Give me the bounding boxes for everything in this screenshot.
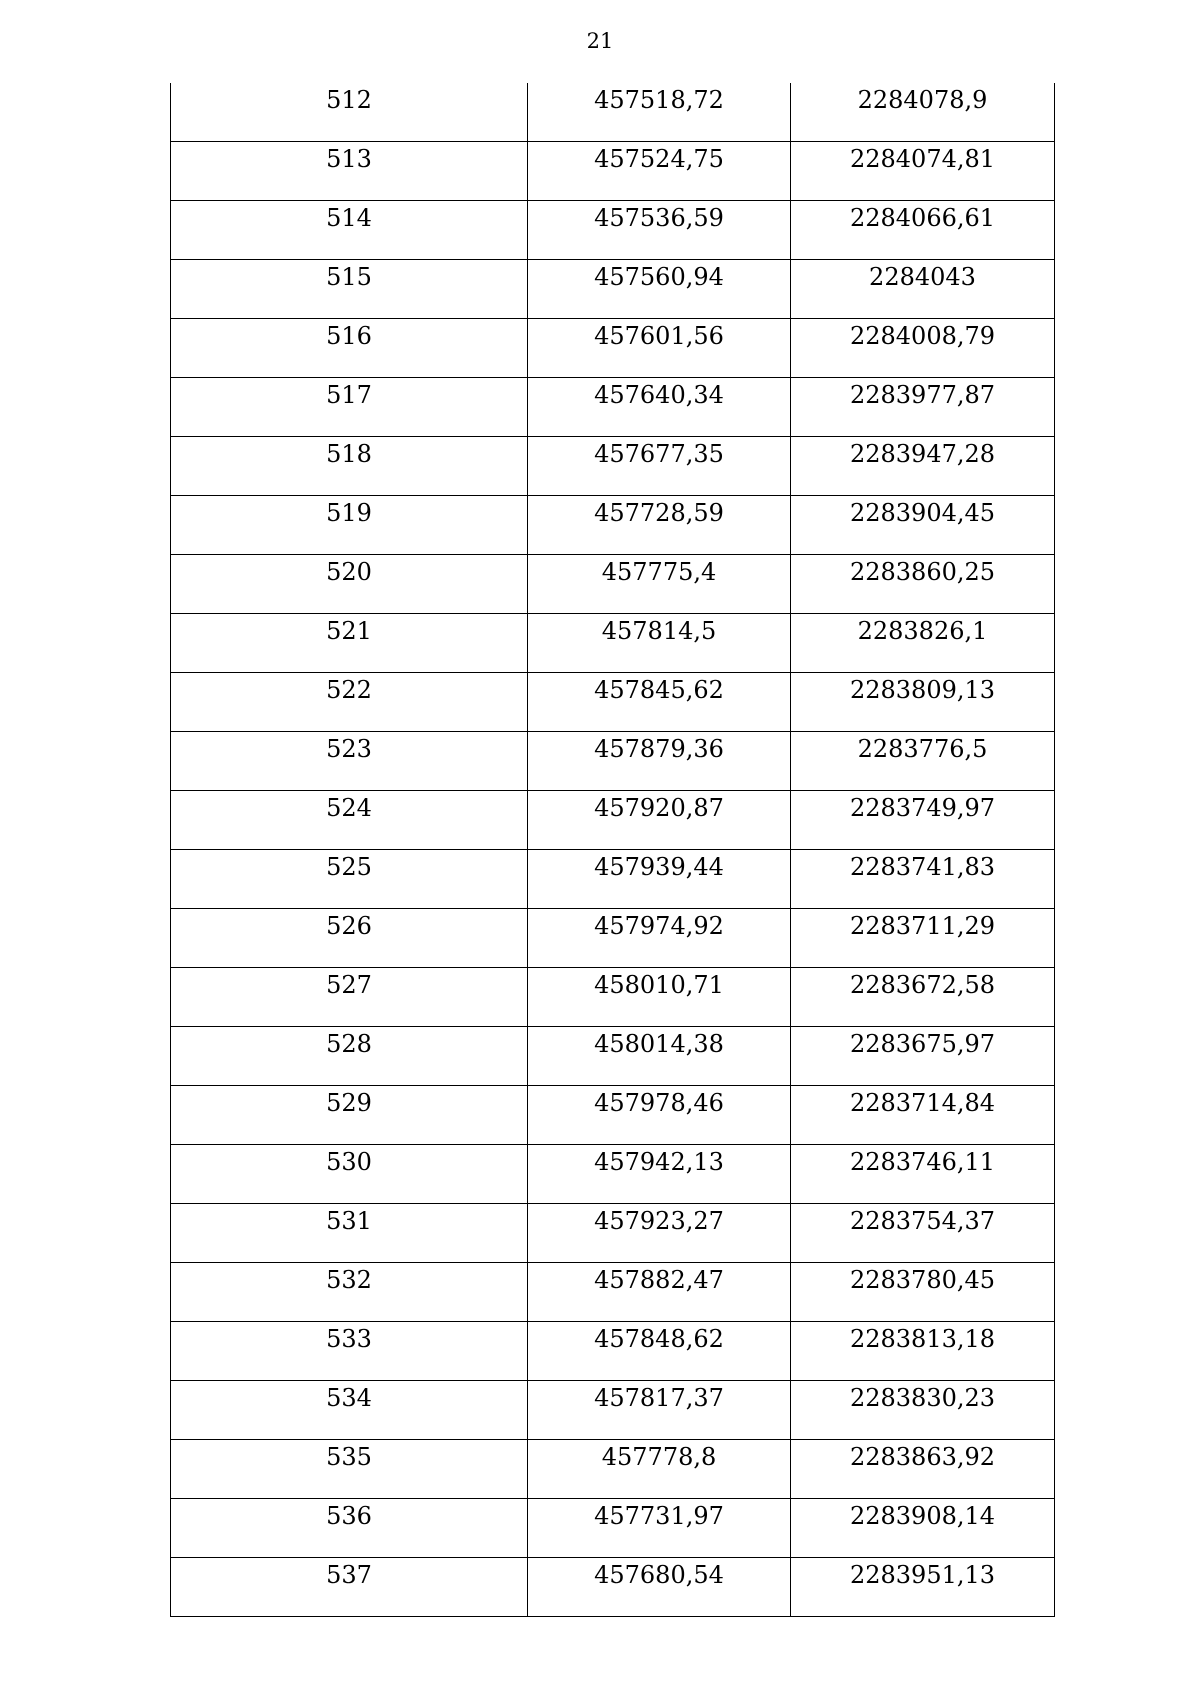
cell-value: 2283813,18: [849, 1325, 996, 1353]
cell-value: 530: [326, 1148, 372, 1176]
cell-value: 457882,47: [594, 1266, 724, 1294]
y-coordinate-cell: [791, 496, 1055, 555]
cell-value: 457560,94: [594, 263, 724, 291]
point-number-cell: [171, 1440, 528, 1499]
cell-value: 2283826,1: [857, 617, 988, 645]
table-row: [171, 909, 1055, 968]
cell-value: 457524,75: [594, 145, 724, 173]
point-number-cell: [171, 1145, 528, 1204]
y-coordinate-cell: [791, 673, 1055, 732]
x-coordinate-cell: [528, 968, 791, 1027]
y-coordinate-cell: [791, 437, 1055, 496]
point-number-cell: [171, 496, 528, 555]
cell-value: 2283947,28: [849, 440, 996, 468]
table-row: [171, 142, 1055, 201]
y-coordinate-cell: [791, 732, 1055, 791]
x-coordinate-cell: [528, 850, 791, 909]
point-number-cell: [171, 791, 528, 850]
cell-value: 2283776,5: [857, 735, 988, 763]
cell-value: 457920,87: [594, 794, 724, 822]
point-number-cell: [171, 1381, 528, 1440]
cell-value: 458014,38: [594, 1030, 724, 1058]
point-number-cell: [171, 1204, 528, 1263]
cell-value: 2284066,61: [849, 204, 996, 232]
x-coordinate-cell: [528, 83, 791, 142]
x-coordinate-cell: [528, 260, 791, 319]
table-row: [171, 1204, 1055, 1263]
cell-value: 457939,44: [594, 853, 724, 881]
x-coordinate-cell: [528, 1145, 791, 1204]
table-row: [171, 1086, 1055, 1145]
cell-value: 457923,27: [594, 1207, 724, 1235]
cell-value: 2283908,14: [849, 1502, 996, 1530]
y-coordinate-cell: [791, 1027, 1055, 1086]
cell-value: 457778,8: [601, 1443, 717, 1471]
cell-value: 2283754,37: [849, 1207, 996, 1235]
cell-value: 457845,62: [594, 676, 724, 704]
cell-value: 457601,56: [594, 322, 724, 350]
y-coordinate-cell: [791, 968, 1055, 1027]
cell-value: 531: [326, 1207, 372, 1235]
cell-value: 516: [326, 322, 372, 350]
cell-value: 529: [326, 1089, 372, 1117]
x-coordinate-cell: [528, 673, 791, 732]
x-coordinate-cell: [528, 1322, 791, 1381]
y-coordinate-cell: [791, 319, 1055, 378]
y-coordinate-cell: [791, 909, 1055, 968]
x-coordinate-cell: [528, 1263, 791, 1322]
table-row: [171, 496, 1055, 555]
cell-value: 457775,4: [601, 558, 717, 586]
x-coordinate-cell: [528, 1027, 791, 1086]
cell-value: 457942,13: [594, 1148, 724, 1176]
table-row: [171, 1322, 1055, 1381]
cell-value: 2284074,81: [849, 145, 996, 173]
cell-value: 520: [326, 558, 372, 586]
table-row: [171, 791, 1055, 850]
cell-value: 2284043: [869, 263, 976, 291]
y-coordinate-cell: [791, 791, 1055, 850]
point-number-cell: [171, 909, 528, 968]
coordinates-table: [170, 83, 1055, 1617]
x-coordinate-cell: [528, 319, 791, 378]
point-number-cell: [171, 201, 528, 260]
y-coordinate-cell: [791, 142, 1055, 201]
cell-value: 2283830,23: [849, 1384, 996, 1412]
point-number-cell: [171, 1086, 528, 1145]
cell-value: 519: [326, 499, 372, 527]
x-coordinate-cell: [528, 437, 791, 496]
cell-value: 527: [326, 971, 372, 999]
point-number-cell: [171, 1322, 528, 1381]
table-row: [171, 1499, 1055, 1558]
x-coordinate-cell: [528, 1381, 791, 1440]
point-number-cell: [171, 1558, 528, 1617]
y-coordinate-cell: [791, 1558, 1055, 1617]
cell-value: 457814,5: [601, 617, 717, 645]
cell-value: 2283904,45: [849, 499, 996, 527]
cell-value: 532: [326, 1266, 372, 1294]
cell-value: 536: [326, 1502, 372, 1530]
point-number-cell: [171, 319, 528, 378]
cell-value: 2283809,13: [849, 676, 996, 704]
point-number-cell: [171, 378, 528, 437]
cell-value: 2283977,87: [849, 381, 996, 409]
table-row: [171, 437, 1055, 496]
table-row: [171, 614, 1055, 673]
y-coordinate-cell: [791, 1499, 1055, 1558]
y-coordinate-cell: [791, 614, 1055, 673]
cell-value: 457680,54: [594, 1561, 724, 1589]
table-row: [171, 1558, 1055, 1617]
cell-value: 457518,72: [594, 86, 724, 114]
y-coordinate-cell: [791, 1322, 1055, 1381]
y-coordinate-cell: [791, 850, 1055, 909]
cell-value: 2283746,11: [849, 1148, 996, 1176]
table-row: [171, 1440, 1055, 1499]
cell-value: 457817,37: [594, 1384, 724, 1412]
point-number-cell: [171, 142, 528, 201]
y-coordinate-cell: [791, 201, 1055, 260]
cell-value: 2283672,58: [849, 971, 996, 999]
y-coordinate-cell: [791, 83, 1055, 142]
point-number-cell: [171, 732, 528, 791]
cell-value: 2283749,97: [849, 794, 996, 822]
cell-value: 2283860,25: [849, 558, 996, 586]
cell-value: 523: [326, 735, 372, 763]
point-number-cell: [171, 1499, 528, 1558]
table-row: [171, 201, 1055, 260]
cell-value: 517: [326, 381, 372, 409]
cell-value: 515: [326, 263, 372, 291]
x-coordinate-cell: [528, 1558, 791, 1617]
x-coordinate-cell: [528, 555, 791, 614]
point-number-cell: [171, 968, 528, 1027]
cell-value: 512: [326, 86, 372, 114]
table-body: [171, 83, 1055, 1617]
point-number-cell: [171, 850, 528, 909]
table-row: [171, 673, 1055, 732]
point-number-cell: [171, 1263, 528, 1322]
cell-value: 457848,62: [594, 1325, 724, 1353]
cell-value: 2283741,83: [849, 853, 996, 881]
cell-value: 534: [326, 1384, 372, 1412]
x-coordinate-cell: [528, 614, 791, 673]
y-coordinate-cell: [791, 1440, 1055, 1499]
y-coordinate-cell: [791, 1145, 1055, 1204]
x-coordinate-cell: [528, 909, 791, 968]
x-coordinate-cell: [528, 1086, 791, 1145]
cell-value: 533: [326, 1325, 372, 1353]
cell-value: 524: [326, 794, 372, 822]
cell-value: 457640,34: [594, 381, 724, 409]
cell-value: 535: [326, 1443, 372, 1471]
table-row: [171, 260, 1055, 319]
x-coordinate-cell: [528, 1204, 791, 1263]
cell-value: 457978,46: [594, 1089, 724, 1117]
cell-value: 457974,92: [594, 912, 724, 940]
cell-value: 458010,71: [594, 971, 724, 999]
table-row: [171, 732, 1055, 791]
table-row: [171, 555, 1055, 614]
cell-value: 525: [326, 853, 372, 881]
point-number-cell: [171, 673, 528, 732]
y-coordinate-cell: [791, 1204, 1055, 1263]
cell-value: 2284008,79: [849, 322, 996, 350]
y-coordinate-cell: [791, 1263, 1055, 1322]
cell-value: 457731,97: [594, 1502, 724, 1530]
cell-value: 528: [326, 1030, 372, 1058]
x-coordinate-cell: [528, 378, 791, 437]
cell-value: 2283711,29: [849, 912, 996, 940]
x-coordinate-cell: [528, 732, 791, 791]
x-coordinate-cell: [528, 791, 791, 850]
cell-value: 457879,36: [594, 735, 724, 763]
x-coordinate-cell: [528, 142, 791, 201]
x-coordinate-cell: [528, 201, 791, 260]
cell-value: 2283951,13: [849, 1561, 996, 1589]
point-number-cell: [171, 437, 528, 496]
table-row: [171, 1263, 1055, 1322]
table-row: [171, 83, 1055, 142]
cell-value: 457536,59: [594, 204, 724, 232]
cell-value: 2283780,45: [849, 1266, 996, 1294]
table-row: [171, 1145, 1055, 1204]
cell-value: 513: [326, 145, 372, 173]
y-coordinate-cell: [791, 1381, 1055, 1440]
point-number-cell: [171, 83, 528, 142]
x-coordinate-cell: [528, 496, 791, 555]
point-number-cell: [171, 555, 528, 614]
x-coordinate-cell: [528, 1499, 791, 1558]
point-number-cell: [171, 260, 528, 319]
cell-value: 514: [326, 204, 372, 232]
table-row: [171, 378, 1055, 437]
cell-value: 537: [326, 1561, 372, 1589]
cell-value: 457728,59: [594, 499, 724, 527]
cell-value: 518: [326, 440, 372, 468]
cell-value: 2283863,92: [849, 1443, 996, 1471]
cell-value: 457677,35: [594, 440, 724, 468]
table-row: [171, 1027, 1055, 1086]
table-row: [171, 319, 1055, 378]
point-number-cell: [171, 614, 528, 673]
table-row: [171, 850, 1055, 909]
cell-value: 522: [326, 676, 372, 704]
x-coordinate-cell: [528, 1440, 791, 1499]
y-coordinate-cell: [791, 555, 1055, 614]
point-number-cell: [171, 1027, 528, 1086]
table-row: [171, 968, 1055, 1027]
y-coordinate-cell: [791, 378, 1055, 437]
page-number: 21: [586, 29, 614, 53]
cell-value: 2284078,9: [857, 86, 988, 114]
cell-value: 521: [326, 617, 372, 645]
cell-value: 2283714,84: [849, 1089, 996, 1117]
y-coordinate-cell: [791, 260, 1055, 319]
cell-value: 526: [326, 912, 372, 940]
cell-value: 2283675,97: [849, 1030, 996, 1058]
y-coordinate-cell: [791, 1086, 1055, 1145]
table-row: [171, 1381, 1055, 1440]
